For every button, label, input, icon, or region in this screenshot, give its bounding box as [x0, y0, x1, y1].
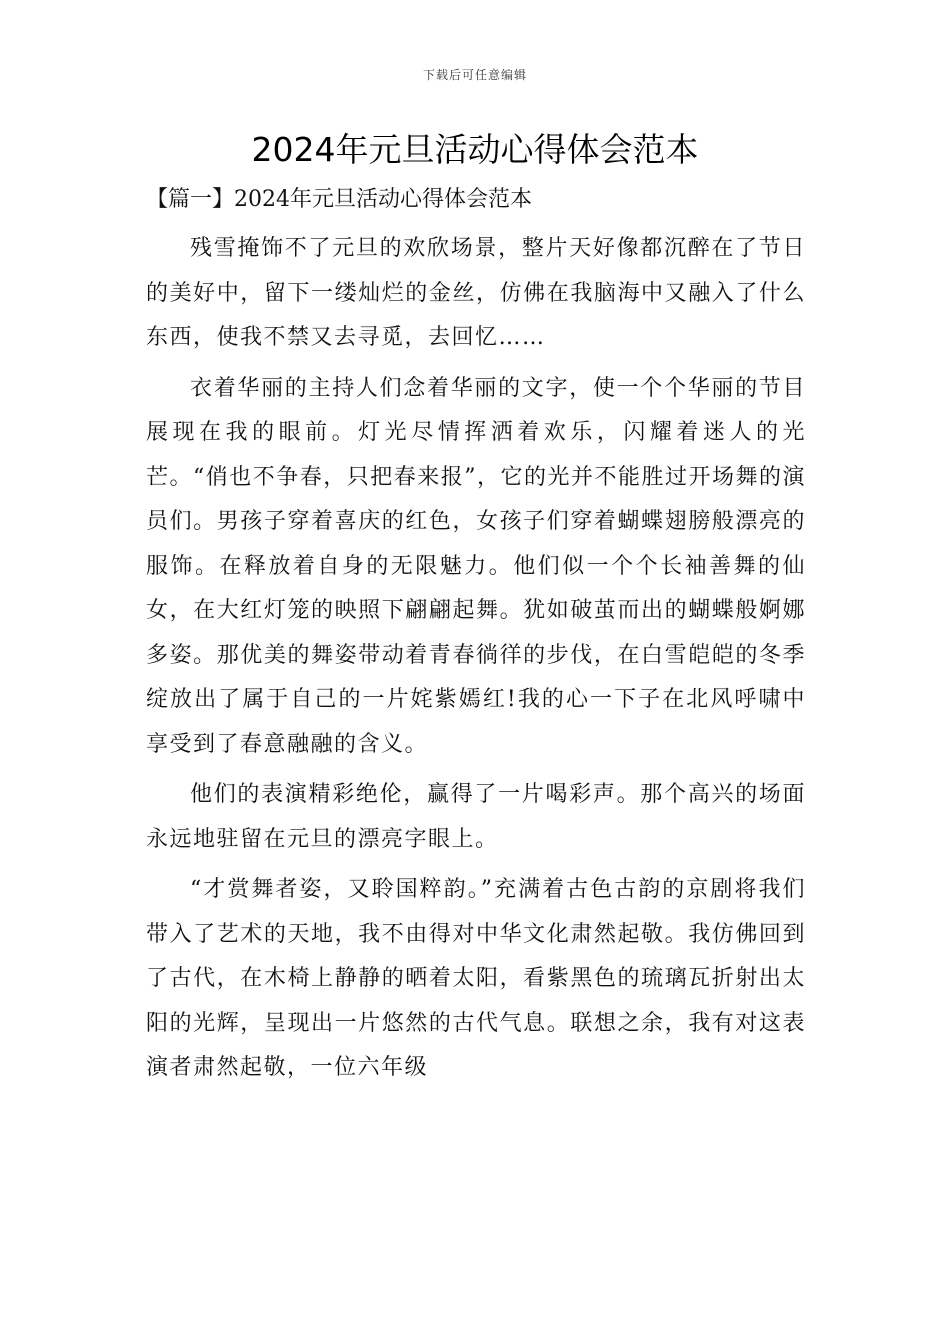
- section-heading: 【篇一】2024年元旦活动心得体会范本: [146, 187, 532, 212]
- header-note: 下载后可任意编辑: [422, 68, 527, 82]
- document-title: 2024年元旦活动心得体会范本: [251, 130, 699, 169]
- paragraph: 残雪掩饰不了元旦的欢欣场景，整片天好像都沉醉在了节日的美好中，留下一缕灿烂的金丝，仿佛在我脑海中又融入了什么东西，使我不禁又去寻觅，去回忆……: [146, 236, 806, 350]
- paragraph: 他们的表演精彩绝伦，赢得了一片喝彩声。那个高兴的场面永远地驻留在元旦的漂亮字眼上。: [146, 782, 806, 852]
- body-text: [146, 227, 806, 1097]
- paragraph: “才赏舞者姿，又聆国粹韵。”充满着古色古韵的京剧将我们带入了艺术的天地，我不由得对中华文化肃然起敬。我仿佛回到了古代，在木椅上静静的晒着太阳，看紫黑色的琉璃瓦折射出太阳的光辉，呈现出一片悠然的古代气息。联想之余，我有对这表演者肃然起敬，一位六年级: [146, 877, 806, 1080]
- paragraph: 衣着华丽的主持人们念着华丽的文字，使一个个华丽的节目展现在我的眼前。灯光尽情挥洒着欢乐，闪耀着迷人的光芒。“俏也不争春，只把春来报”，它的光并不能胜过开场舞的演员们。男孩子穿着喜庆的红色，女孩子们穿着蝴蝶翅膀般漂亮的服饰。在释放着自身的无限魅力。他们似一个个长袖善舞的仙女，在大红灯笼的映照下翩翩起舞。犹如破茧而出的蝴蝶般婀娜多姿。那优美的舞姿带动着青春徜徉的步伐，在白雪皑皑的冬季绽放出了属于自己的一片姹紫嫣红!我的心一下子在北风呼啸中享受到了春意融融的含义。: [146, 375, 806, 757]
